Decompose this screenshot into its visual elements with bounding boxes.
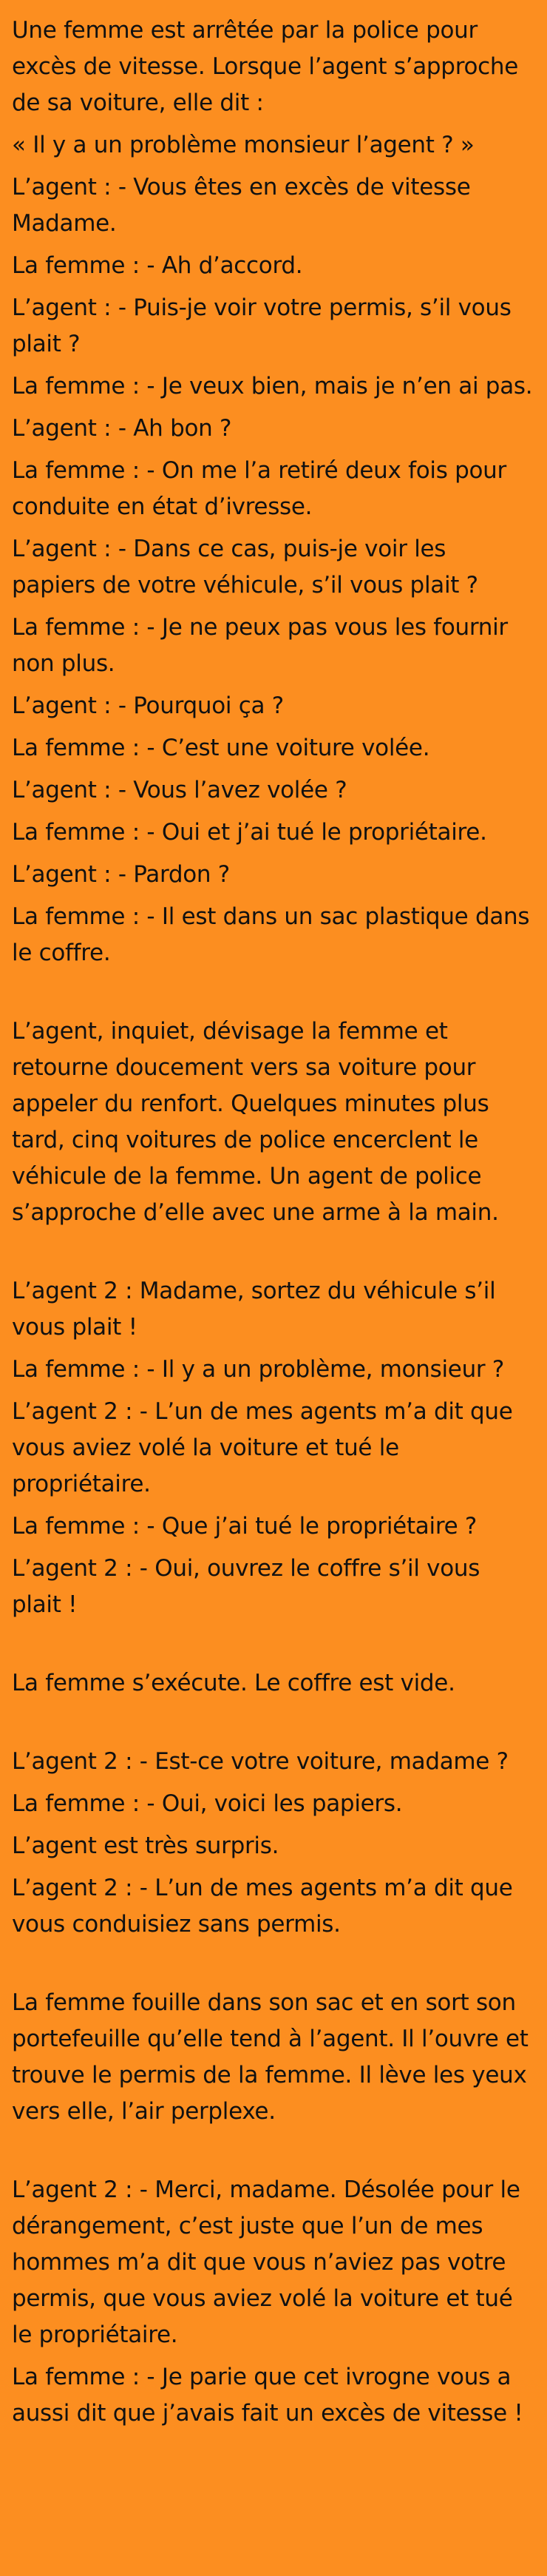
story-paragraph: L’agent : - Vous l’avez volée ? bbox=[12, 777, 347, 803]
story-paragraph: La femme : - Oui, voici les papiers. bbox=[12, 1790, 403, 1817]
story-paragraph: La femme fouille dans son sac et en sort son portefeuille qu’elle tend à l’agent. Il l’ouvre et trouve le permis de la femme. Il lève les yeux vers elle, l’air perplexe. bbox=[12, 1989, 529, 2125]
story-paragraph: L’agent : - Vous êtes en excès de vitesse Madame. bbox=[12, 174, 471, 237]
story-paragraph: L’agent 2 : - L’un de mes agents m’a dit que vous aviez volé la voiture et tué le propriétaire. bbox=[12, 1398, 513, 1497]
story-paragraph: La femme : - Je veux bien, mais je n’en ai pas. bbox=[12, 373, 533, 399]
story-paragraph: La femme : - On me l’a retiré deux fois pour conduite en état d’ivresse. bbox=[12, 457, 506, 520]
story-paragraph: L’agent : - Pourquoi ça ? bbox=[12, 692, 284, 719]
story-paragraph: Une femme est arrêtée par la police pour excès de vitesse. Lorsque l’agent s’approche de sa voiture, elle dit : bbox=[12, 17, 518, 116]
story-paragraph: La femme : - Il y a un problème, monsieur ? bbox=[12, 1356, 505, 1383]
story-paragraph: L’agent 2 : - Est-ce votre voiture, madame ? bbox=[12, 1748, 509, 1775]
story-paragraph: La femme : - Oui et j’ai tué le propriétaire. bbox=[12, 819, 487, 846]
story-paragraph: La femme : - C’est une voiture volée. bbox=[12, 735, 430, 761]
story-paragraph: L’agent 2 : - Merci, madame. Désolée pour le dérangement, c’est juste que l’un de mes hommes m’a dit que vous n’aviez pas votre permis, que vous aviez volé la voiture et tué le propriétaire. bbox=[12, 2177, 520, 2348]
story-paragraph: L’agent 2 : Madame, sortez du véhicule s’il vous plait ! bbox=[12, 1278, 496, 1341]
story-paragraph: L’agent : - Ah bon ? bbox=[12, 415, 232, 442]
story-paragraph: La femme : - Je parie que cet ivrogne vous a aussi dit que j’avais fait un excès de vitesse ! bbox=[12, 2364, 523, 2427]
story-paragraph: L’agent : - Pardon ? bbox=[12, 861, 230, 888]
story-paragraph: La femme : - Ah d’accord. bbox=[12, 252, 303, 279]
story-paragraph: L’agent : - Puis-je voir votre permis, s’il vous plait ? bbox=[12, 294, 512, 357]
story-paragraph: « Il y a un problème monsieur l’agent ? » bbox=[12, 132, 475, 158]
story-paragraph: La femme s’exécute. Le coffre est vide. bbox=[12, 1670, 455, 1696]
story-paragraph: L’agent 2 : - Oui, ouvrez le coffre s’il vous plait ! bbox=[12, 1555, 480, 1618]
story-paragraph: L’agent, inquiet, dévisage la femme et retourne doucement vers sa voiture pour appeler du renfort. Quelques minutes plus tard, cinq voitures de police encerclent le véhicule de la femme. Un agent de police s’approche d’elle avec une arme à la main. bbox=[12, 1018, 499, 1226]
story-paragraph: L’agent : - Dans ce cas, puis-je voir les papiers de votre véhicule, s’il vous plait ? bbox=[12, 536, 478, 599]
story-paragraph: La femme : - Il est dans un sac plastique dans le coffre. bbox=[12, 903, 530, 966]
story-paragraph: L’agent est très surpris. bbox=[12, 1832, 279, 1859]
story-paragraph: La femme : - Je ne peux pas vous les fournir non plus. bbox=[12, 614, 508, 677]
story-paragraph: L’agent 2 : - L’un de mes agents m’a dit que vous conduisiez sans permis. bbox=[12, 1875, 513, 1938]
story-paragraph: La femme : - Que j’ai tué le propriétaire ? bbox=[12, 1513, 478, 1540]
